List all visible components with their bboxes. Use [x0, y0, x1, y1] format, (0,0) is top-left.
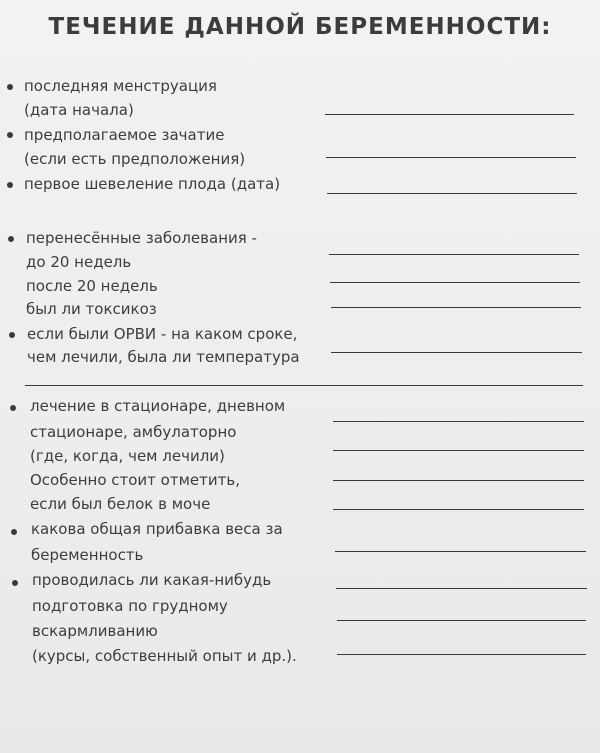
- answer-line-weight-gain[interactable]: [335, 551, 586, 552]
- item-3-line-1: первое шевеление плода (дата): [24, 175, 281, 193]
- answer-line-conception[interactable]: [326, 157, 576, 158]
- bullet-icon: [7, 84, 13, 90]
- answer-line-orvi-extra[interactable]: [25, 385, 583, 386]
- answer-line-treatment-2[interactable]: [333, 450, 584, 451]
- item-5-line-2: чем лечили, была ли температура: [27, 348, 300, 366]
- bullet-icon: [12, 580, 18, 586]
- item-6-line-3: (где, когда, чем лечили): [30, 447, 225, 465]
- answer-line-breastfeeding-1[interactable]: [336, 588, 587, 589]
- item-6-line-1: лечение в стационаре, дневном: [30, 397, 286, 415]
- item-8-line-2: подготовка по грудному: [32, 597, 228, 615]
- item-4-line-4: был ли токсикоз: [26, 300, 157, 318]
- item-2-line-2: (если есть предположения): [24, 150, 246, 168]
- item-5-line-1: если были ОРВИ - на каком сроке,: [27, 325, 298, 343]
- item-4-line-1: перенесённые заболевания -: [26, 229, 257, 247]
- item-8-line-1: проводилась ли какая-нибудь: [32, 571, 272, 589]
- bullet-icon: [10, 405, 16, 411]
- answer-line-first-movement[interactable]: [327, 193, 577, 194]
- bullet-icon: [7, 182, 13, 188]
- answer-line-before-20-weeks[interactable]: [329, 254, 579, 255]
- item-8-line-3: вскармливанию: [32, 622, 158, 640]
- item-1-line-2: (дата начала): [24, 101, 134, 119]
- bullet-icon: [11, 529, 17, 535]
- answer-line-breastfeeding-2[interactable]: [337, 620, 586, 621]
- answer-line-orvi[interactable]: [331, 352, 582, 353]
- bullet-icon: [8, 236, 14, 242]
- item-7-line-2: беременность: [31, 546, 144, 564]
- answer-line-breastfeeding-3[interactable]: [337, 654, 586, 655]
- answer-line-protein[interactable]: [333, 509, 584, 510]
- item-6-line-5: если был белок в моче: [30, 495, 211, 513]
- item-6-line-2: стационаре, амбулаторно: [30, 423, 237, 441]
- answer-line-treatment-1[interactable]: [333, 421, 584, 422]
- item-1-line-1: последняя менструация: [24, 77, 217, 95]
- item-2-line-1: предполагаемое зачатие: [24, 126, 225, 144]
- item-4-line-3: после 20 недель: [26, 277, 158, 295]
- answer-line-treatment-3[interactable]: [333, 480, 584, 481]
- answer-line-toxicosis[interactable]: [331, 307, 581, 308]
- answer-line-last-menstruation[interactable]: [325, 114, 574, 115]
- bullet-icon: [7, 132, 13, 138]
- item-7-line-1: какова общая прибавка веса за: [31, 520, 283, 538]
- bullet-icon: [9, 332, 15, 338]
- item-8-line-4: (курсы, собственный опыт и др.).: [32, 647, 297, 665]
- form-title: ТЕЧЕНИЕ ДАННОЙ БЕРЕМЕННОСТИ:: [48, 14, 552, 40]
- item-4-line-2: до 20 недель: [26, 253, 132, 271]
- item-6-line-4: Особенно стоит отметить,: [30, 471, 240, 489]
- answer-line-after-20-weeks[interactable]: [330, 282, 580, 283]
